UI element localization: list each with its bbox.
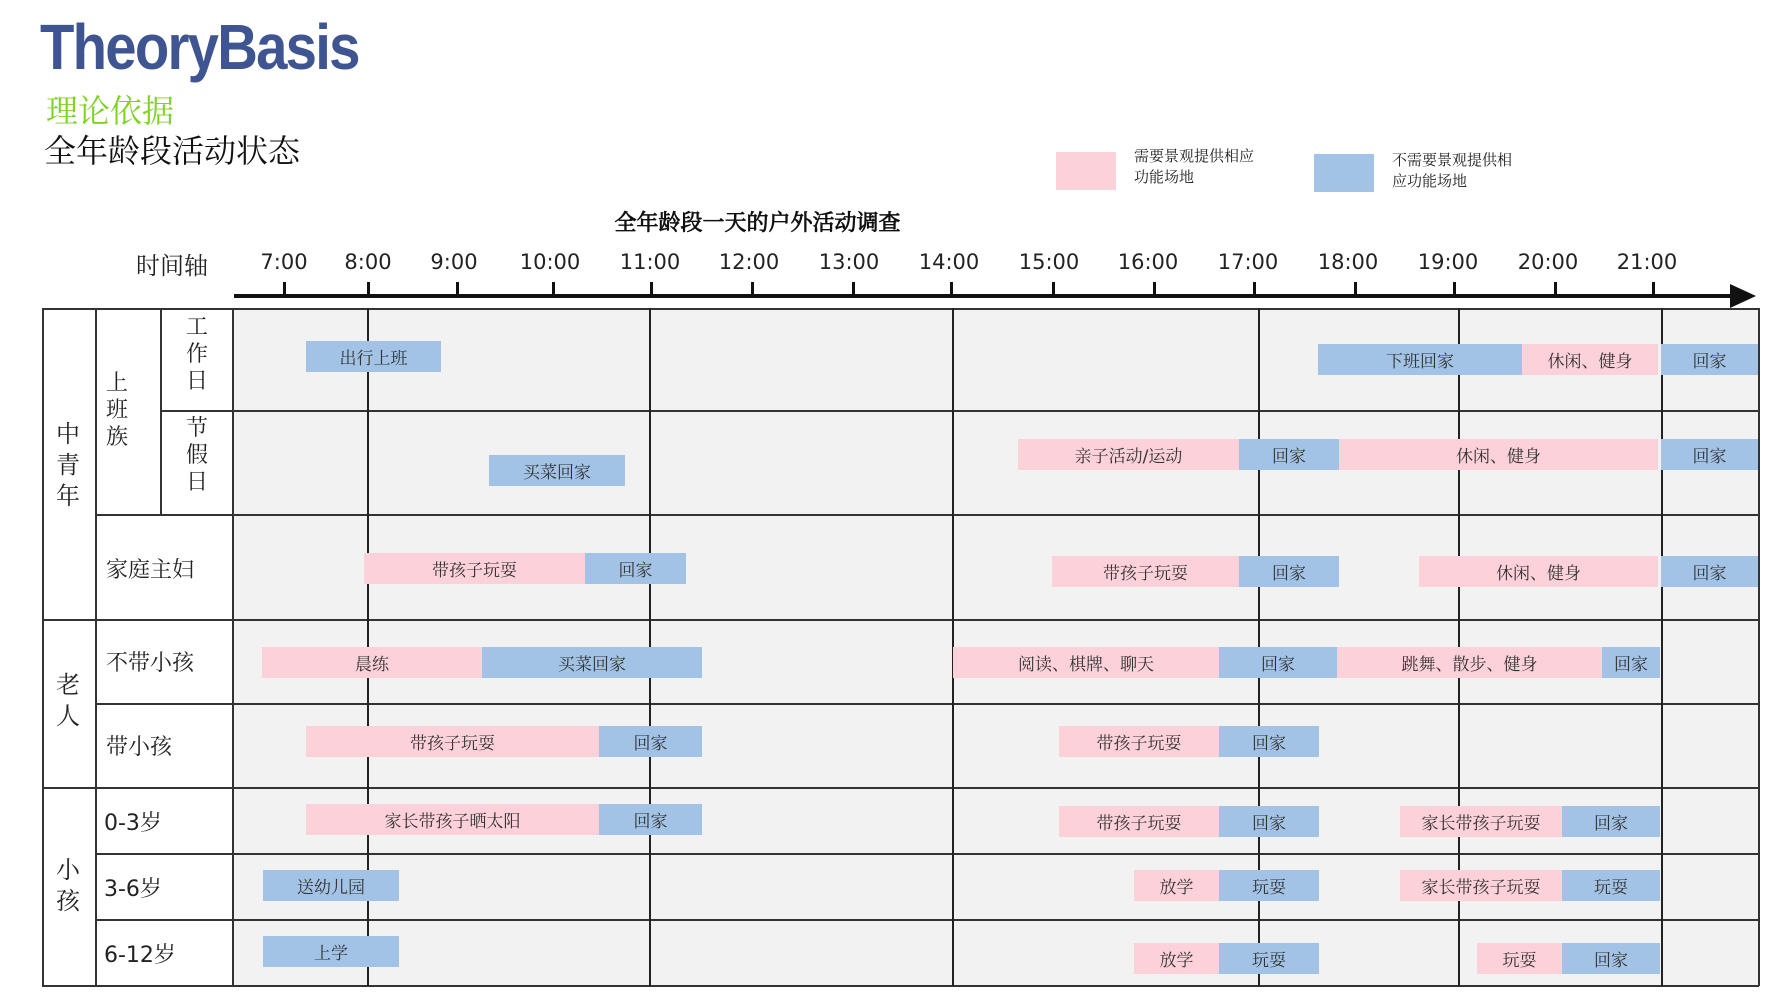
activity-bar: 回家 xyxy=(1219,806,1319,837)
legend-swatch-no-need-site xyxy=(1314,154,1374,192)
activity-bar: 玩耍 xyxy=(1219,943,1319,974)
activity-bar: 回家 xyxy=(599,804,702,835)
activity-bar: 玩耍 xyxy=(1219,870,1319,901)
activity-bar: 回家 xyxy=(1219,647,1337,678)
activity-bar: 跳舞、散步、健身 xyxy=(1337,647,1602,678)
axis-tick xyxy=(650,282,653,296)
activity-bar: 回家 xyxy=(1661,439,1758,470)
tick-label: 14:00 xyxy=(918,250,980,274)
row-label-holiday: 节假日 xyxy=(185,416,208,495)
activity-bar: 休闲、健身 xyxy=(1419,556,1658,587)
row-label-with-child-care: 带小孩 xyxy=(106,735,173,760)
legend-label-no-need-site: 不需要景观提供相 应功能场地 xyxy=(1392,151,1513,190)
activity-bar: 晨练 xyxy=(262,647,482,678)
grid-line xyxy=(232,308,234,986)
activity-bar: 带孩子玩耍 xyxy=(1059,806,1219,837)
page-title: 全年龄段活动状态 xyxy=(44,132,301,170)
activity-bar: 送幼儿园 xyxy=(263,870,399,901)
tick-label: 11:00 xyxy=(619,250,681,274)
activity-bar: 阅读、棋牌、聊天 xyxy=(953,647,1219,678)
activity-bar: 放学 xyxy=(1134,870,1219,901)
activity-bar: 回家 xyxy=(1661,556,1758,587)
grid-line xyxy=(42,308,44,986)
axis-tick xyxy=(1052,282,1055,296)
axis-tick xyxy=(1652,282,1655,296)
group-label-middle-aged: 中青年 xyxy=(56,420,80,510)
grid-line xyxy=(160,410,1759,412)
legend-label-need-site: 需要景观提供相应 功能场地 xyxy=(1134,147,1255,186)
activity-bar: 家长带孩子晒太阳 xyxy=(306,804,599,835)
activity-bar: 上学 xyxy=(263,936,399,967)
activity-bar: 亲子活动/运动 xyxy=(1018,439,1239,470)
tick-label: 13:00 xyxy=(818,250,880,274)
activity-bar: 回家 xyxy=(1602,647,1660,678)
time-grid-line xyxy=(1661,308,1663,986)
grid-line xyxy=(42,985,1759,987)
axis-tick xyxy=(1453,282,1456,296)
tick-label: 7:00 xyxy=(260,250,308,274)
tick-label: 8:00 xyxy=(344,250,392,274)
grid-line xyxy=(42,619,1759,621)
tick-label: 19:00 xyxy=(1417,250,1479,274)
activity-bar: 回家 xyxy=(1661,344,1758,375)
activity-bar: 家长带孩子玩耍 xyxy=(1400,870,1562,901)
grid-line xyxy=(42,308,1759,310)
axis-tick xyxy=(1554,282,1557,296)
grid-line xyxy=(95,514,1759,516)
activity-bar: 家长带孩子玩耍 xyxy=(1400,806,1562,837)
activity-bar: 回家 xyxy=(1562,943,1660,974)
activity-bar: 回家 xyxy=(599,726,702,757)
tick-label: 15:00 xyxy=(1018,250,1080,274)
row-label-workday: 工作日 xyxy=(185,315,208,394)
tick-label: 17:00 xyxy=(1217,250,1279,274)
activity-bar: 回家 xyxy=(1239,439,1339,470)
activity-bar: 玩耍 xyxy=(1562,870,1660,901)
grid-line xyxy=(95,703,1759,705)
axis-tick xyxy=(1153,282,1156,296)
subtitle-chinese: 理论依据 xyxy=(46,92,175,130)
activity-bar: 带孩子玩耍 xyxy=(1059,726,1219,757)
activity-bar: 回家 xyxy=(1239,556,1339,587)
arrow-right-icon xyxy=(1730,284,1756,308)
activity-bar: 带孩子玩耍 xyxy=(306,726,599,757)
grid-line xyxy=(95,308,97,986)
group-label-elderly: 老人 xyxy=(56,671,80,730)
activity-bar: 放学 xyxy=(1134,943,1219,974)
tick-label: 12:00 xyxy=(718,250,780,274)
time-axis-line xyxy=(234,294,1738,298)
time-axis-label: 时间轴 xyxy=(136,252,208,280)
row-label-age-0-3: 0-3岁 xyxy=(104,811,162,836)
activity-bar: 回家 xyxy=(1562,806,1660,837)
activity-bar: 玩耍 xyxy=(1477,943,1562,974)
activity-bar: 下班回家 xyxy=(1318,344,1522,375)
axis-tick xyxy=(283,282,286,296)
row-label-no-child-care: 不带小孩 xyxy=(106,651,195,676)
activity-bar: 买菜回家 xyxy=(489,455,625,486)
activity-bar: 休闲、健身 xyxy=(1522,344,1658,375)
grid-line xyxy=(160,308,162,514)
axis-tick xyxy=(751,282,754,296)
brand-title: TheoryBasis xyxy=(40,11,359,83)
activity-bar: 带孩子玩耍 xyxy=(1052,556,1239,587)
legend-swatch-need-site xyxy=(1056,152,1116,190)
group-label-office-workers: 上班族 xyxy=(105,371,128,450)
axis-tick xyxy=(552,282,555,296)
tick-label: 10:00 xyxy=(519,250,581,274)
tick-label: 20:00 xyxy=(1517,250,1579,274)
axis-tick xyxy=(852,282,855,296)
grid-line xyxy=(1758,308,1760,986)
activity-bar: 回家 xyxy=(1219,726,1319,757)
activity-bar: 买菜回家 xyxy=(482,647,702,678)
axis-tick xyxy=(367,282,370,296)
activity-bar: 出行上班 xyxy=(306,341,441,372)
tick-label: 16:00 xyxy=(1117,250,1179,274)
activity-bar: 带孩子玩耍 xyxy=(364,553,585,584)
axis-tick xyxy=(950,282,953,296)
grid-line xyxy=(42,787,1759,789)
diagram-title: 全年龄段一天的户外活动调查 xyxy=(614,211,901,236)
axis-tick xyxy=(1253,282,1256,296)
tick-label: 21:00 xyxy=(1616,250,1678,274)
axis-tick xyxy=(1354,282,1357,296)
axis-tick xyxy=(456,282,459,296)
activity-bar: 回家 xyxy=(585,553,686,584)
tick-label: 9:00 xyxy=(430,250,478,274)
row-label-age-6-12: 6-12岁 xyxy=(104,943,176,968)
group-label-children: 小孩 xyxy=(56,856,80,915)
grid-line xyxy=(95,853,1759,855)
row-label-housewife: 家庭主妇 xyxy=(106,558,195,583)
activity-bar: 休闲、健身 xyxy=(1339,439,1658,470)
row-label-age-3-6: 3-6岁 xyxy=(104,877,162,902)
grid-line xyxy=(95,919,1759,921)
tick-label: 18:00 xyxy=(1317,250,1379,274)
